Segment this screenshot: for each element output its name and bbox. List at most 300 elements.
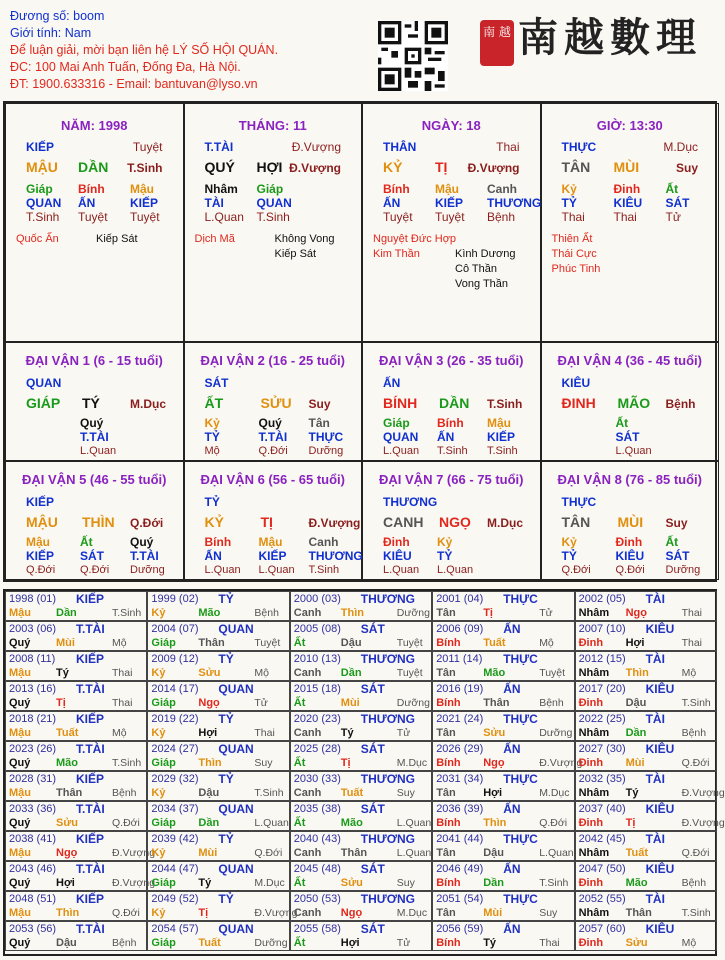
year-stage: L.Quan <box>396 847 432 859</box>
year-god: KIẾP <box>76 712 105 726</box>
year-cell <box>575 591 717 621</box>
year-god: THỰC <box>503 832 538 846</box>
year-stage: T.Sinh <box>254 787 284 799</box>
year-god: T.TÀI <box>76 682 105 696</box>
year-stage: Mộ <box>681 937 697 949</box>
year-cell <box>575 891 717 921</box>
year-stage: Q.Đới <box>254 847 283 859</box>
year-cell <box>432 711 574 741</box>
year-label: 1998 (01) <box>9 593 57 605</box>
dai-van-stage: M.Dục <box>130 397 166 411</box>
hidden-stem: Nhâm <box>204 182 238 196</box>
year-god: THƯƠNG <box>360 592 415 606</box>
hidden-stem: Mậu <box>258 535 283 549</box>
year-stage: Tuyệt <box>539 667 566 679</box>
year-label: 2048 (51) <box>9 893 57 905</box>
hidden-stage: L.Quan <box>204 564 241 576</box>
year-god: THỰC <box>503 652 538 666</box>
hidden-god: ẤN <box>78 196 96 210</box>
year-god: THỰC <box>503 892 538 906</box>
year-stem: Kỷ <box>151 847 166 859</box>
hidden-stem: Kỷ <box>561 182 577 196</box>
year-cell <box>147 741 289 771</box>
year-stage: Mộ <box>112 727 127 739</box>
hidden-stage: Q.Đới <box>561 564 591 576</box>
year-label: 2038 (41) <box>9 833 57 845</box>
year-god: T.TÀI <box>76 802 105 816</box>
dai-van-god: SÁT <box>204 376 229 390</box>
year-stem: Giáp <box>151 817 176 829</box>
year-stem: Canh <box>293 907 322 919</box>
year-stem: Mậu <box>9 907 31 919</box>
hidden-god: KIẾP <box>258 549 287 563</box>
year-branch: Dần <box>198 817 220 829</box>
annual-luck-table <box>3 589 725 956</box>
year-cell <box>147 711 289 741</box>
hidden-god: THƯƠNG <box>487 196 542 210</box>
year-cell <box>5 891 147 921</box>
dai-van-stage: T.Sinh <box>487 397 523 411</box>
hidden-god: TÀI <box>204 196 224 210</box>
year-label: 2018 (21) <box>9 713 57 725</box>
year-stem: Quý <box>9 637 31 649</box>
year-stem: Nhâm <box>578 787 610 799</box>
year-god: ẤN <box>503 922 521 936</box>
dai-van-stem: MẬU <box>26 514 58 530</box>
year-label: 2045 (48) <box>293 863 341 875</box>
year-branch: Thân <box>198 637 225 649</box>
year-stem: Mậu <box>9 847 31 859</box>
year-label: 2040 (43) <box>293 833 341 845</box>
year-branch: Mão <box>483 667 506 679</box>
dai-van-branch: NGỌ <box>439 514 471 530</box>
year-stem: Giáp <box>151 637 176 649</box>
gender: Giới tính: Nam <box>10 26 92 40</box>
year-stage: T.Sinh <box>112 607 142 619</box>
year-stem: Đinh <box>578 877 604 889</box>
year-label: 2030 (33) <box>293 773 341 785</box>
hidden-stem: Quý <box>80 416 104 430</box>
year-cell <box>432 681 574 711</box>
year-stem: Ất <box>293 817 306 829</box>
year-stem: Quý <box>9 817 31 829</box>
hidden-stem: Tân <box>308 416 330 430</box>
year-cell <box>575 711 717 741</box>
year-god: THƯƠNG <box>360 712 415 726</box>
year-stage: Bệnh <box>681 877 707 889</box>
year-stem: Tân <box>436 907 456 919</box>
year-cell <box>575 801 725 831</box>
year-stage: Tử <box>396 727 411 739</box>
hidden-god: T.TÀI <box>80 430 109 444</box>
year-label: 2027 (30) <box>578 743 626 755</box>
year-god: KIẾP <box>76 772 105 786</box>
year-cell <box>290 621 432 651</box>
year-stem: Đinh <box>578 937 604 949</box>
year-branch: Sửu <box>198 667 221 679</box>
year-cell <box>432 831 574 861</box>
year-stem: Quý <box>9 697 31 709</box>
year-stem: Quý <box>9 937 31 949</box>
hidden-stage: Tuyệt <box>130 210 160 224</box>
year-label: 2019 (22) <box>151 713 199 725</box>
pillar-top-god: KIẾP <box>26 140 55 154</box>
year-cell <box>290 921 432 951</box>
dai-van-god: QUAN <box>26 376 62 390</box>
year-stage: M.Dục <box>396 757 428 769</box>
dai-van-stem: KỶ <box>204 514 224 530</box>
year-god: T.TÀI <box>76 622 105 636</box>
pillar-branch: TỊ <box>435 159 448 175</box>
year-god: QUAN <box>218 682 254 696</box>
year-god: KIẾP <box>76 892 105 906</box>
year-cell <box>290 711 432 741</box>
year-cell <box>432 741 583 771</box>
year-branch: Dậu <box>625 697 647 709</box>
year-stage: Mộ <box>681 667 697 679</box>
year-stage: Suy <box>254 757 273 769</box>
year-stem: Bính <box>436 697 461 709</box>
hidden-god: TỶ <box>204 430 220 444</box>
year-branch: Hợi <box>340 937 360 949</box>
hidden-god: KIẾP <box>487 430 516 444</box>
hidden-stage: Tử <box>665 210 681 224</box>
year-branch: Mão <box>198 607 221 619</box>
hidden-stem: Canh <box>487 182 517 196</box>
year-branch: Sửu <box>625 937 648 949</box>
year-label: 2056 (59) <box>436 923 484 935</box>
hidden-god: KIẾP <box>130 196 159 210</box>
year-branch: Thìn <box>198 757 222 769</box>
year-god: ẤN <box>503 682 521 696</box>
dai-van-stage: Suy <box>308 397 331 411</box>
hidden-stem: Quý <box>258 416 282 430</box>
year-stage: Tử <box>539 607 553 619</box>
hidden-stage: Dưỡng <box>665 564 701 576</box>
year-stage: Dưỡng <box>396 607 430 619</box>
year-cell <box>575 831 717 861</box>
year-stage: Dưỡng <box>254 937 288 949</box>
year-stem: Quý <box>9 757 31 769</box>
shensha-item: Kình Dương <box>455 248 516 260</box>
hidden-stage: Mộ <box>204 445 220 457</box>
year-stage: Suy <box>539 907 558 919</box>
year-branch: Tuất <box>483 637 506 649</box>
year-stem: Giáp <box>151 697 176 709</box>
year-cell <box>290 891 432 921</box>
red-seal-logo: 南 越 <box>480 20 514 66</box>
hidden-stage: Q.Đới <box>258 445 288 457</box>
hidden-stem: Mậu <box>26 535 50 549</box>
year-cell <box>5 801 147 831</box>
pillar-cell <box>362 103 541 342</box>
year-label: 2026 (29) <box>436 743 484 755</box>
year-cell <box>5 681 147 711</box>
year-stem: Ất <box>293 757 306 769</box>
four-pillars-grid <box>3 101 717 582</box>
year-branch: Tý <box>56 667 69 679</box>
year-god: TÀI <box>645 832 665 846</box>
year-cell <box>432 801 574 831</box>
pillar-top-god: THỰC <box>561 140 597 154</box>
year-god: TÀI <box>645 772 665 786</box>
hidden-stem: Bính <box>437 416 464 430</box>
year-stem: Nhâm <box>578 667 610 679</box>
dai-van-god: KIÊU <box>561 376 591 390</box>
year-stage: Dưỡng <box>539 727 573 739</box>
year-label: 2012 (15) <box>578 653 626 665</box>
pillar-title: GIỜ: 13:30 <box>596 118 663 133</box>
year-stage: Đ.Vượng <box>254 907 298 919</box>
year-stage: T.Sinh <box>112 757 142 769</box>
year-cell <box>147 891 298 921</box>
year-stage: L.Quan <box>254 817 289 829</box>
year-cell <box>575 741 717 771</box>
year-branch: Ngọ <box>198 697 220 709</box>
year-god: ẤN <box>503 742 521 756</box>
hidden-stem: Quý <box>130 535 154 549</box>
dai-van-stem: ẤT <box>204 395 224 411</box>
year-god: ẤN <box>503 862 521 876</box>
year-branch: Thìn <box>340 607 365 619</box>
pillar-top-stage: M.Dục <box>663 140 698 154</box>
dai-van-god: TỶ <box>204 495 220 509</box>
year-label: 2007 (10) <box>578 623 626 635</box>
year-cell <box>5 591 147 621</box>
year-cell <box>575 621 717 651</box>
pillar-cell <box>5 103 184 342</box>
year-branch: Dần <box>340 667 362 679</box>
year-stage: Đ.Vượng <box>112 847 156 859</box>
year-god: QUAN <box>218 922 254 936</box>
year-cell <box>147 861 289 891</box>
year-god: KIÊU <box>645 622 675 636</box>
hidden-stem: Kỷ <box>437 535 453 549</box>
year-god: KIẾP <box>76 832 105 846</box>
year-stem: Ất <box>293 697 306 709</box>
year-branch: Tị <box>625 817 636 829</box>
dai-van-branch: MÙI <box>617 514 644 530</box>
year-stage: T.Sinh <box>681 697 711 709</box>
year-branch: Dậu <box>198 787 220 799</box>
hidden-god: QUAN <box>26 196 62 210</box>
year-stem: Kỷ <box>151 787 166 799</box>
hidden-stem: Đinh <box>383 535 410 549</box>
year-cell <box>147 591 289 621</box>
year-stage: Q.Đới <box>539 817 568 829</box>
year-stage: Bệnh <box>112 937 137 949</box>
hidden-stem: Đinh <box>615 535 643 549</box>
year-stem: Nhâm <box>578 727 610 739</box>
year-label: 2001 (04) <box>436 593 484 605</box>
year-god: TÀI <box>645 592 665 606</box>
owner-name: Đương số: boom <box>10 9 105 23</box>
qr-code-icon <box>378 21 448 91</box>
hidden-stage: Tuyệt <box>78 210 108 224</box>
year-cell <box>290 741 432 771</box>
year-stem: Kỷ <box>151 907 166 919</box>
pillar-cell <box>541 103 720 342</box>
year-cell <box>290 681 432 711</box>
header-info <box>10 8 278 93</box>
hidden-stage: Q.Đới <box>615 564 645 576</box>
year-stem: Mậu <box>9 787 31 799</box>
dai-van-stem: ĐINH <box>561 395 596 411</box>
year-stem: Kỷ <box>151 727 166 739</box>
pillar-stage: Suy <box>675 161 698 175</box>
hidden-stage: L.Quan <box>258 564 295 576</box>
year-label: 1999 (02) <box>151 593 199 605</box>
year-stem: Canh <box>293 727 322 739</box>
year-branch: Thân <box>483 697 510 709</box>
hidden-stage: T.Sinh <box>26 210 60 224</box>
year-stem: Tân <box>436 787 456 799</box>
year-label: 2032 (35) <box>578 773 626 785</box>
year-branch: Hợi <box>198 727 218 739</box>
year-branch: Hợi <box>56 877 75 889</box>
year-branch: Ngọ <box>340 907 363 919</box>
dai-van-title: ĐẠI VẬN 3 (26 - 35 tuổi) <box>379 353 524 368</box>
year-branch: Mão <box>340 817 363 829</box>
pillar-cell <box>184 103 363 342</box>
year-label: 2046 (49) <box>436 863 484 875</box>
year-branch: Tuất <box>198 937 221 949</box>
year-cell <box>147 681 289 711</box>
hidden-god: THỰC <box>308 430 344 444</box>
dai-van-cell <box>184 461 363 580</box>
year-branch: Tị <box>483 607 493 619</box>
year-god: THỰC <box>503 712 538 726</box>
dai-van-title: ĐẠI VẬN 5 (46 - 55 tuổi) <box>22 472 167 487</box>
year-branch: Tuất <box>340 787 364 799</box>
year-branch: Thân <box>340 847 368 859</box>
year-stage: Suy <box>396 877 415 889</box>
year-cell <box>432 891 574 921</box>
year-god: THƯƠNG <box>360 892 415 906</box>
year-stem: Đinh <box>578 637 604 649</box>
year-stage: Bệnh <box>254 607 279 619</box>
year-stage: L.Quan <box>396 817 432 829</box>
hidden-stage: Q.Đới <box>80 564 110 576</box>
year-cell <box>5 861 156 891</box>
year-god: TÀI <box>645 712 665 726</box>
year-god: ẤN <box>503 802 521 816</box>
hidden-god: ẤN <box>383 196 401 210</box>
year-cell <box>432 591 574 621</box>
year-god: TÀI <box>645 652 665 666</box>
year-label: 2028 (31) <box>9 773 57 785</box>
year-stem: Mậu <box>9 727 31 739</box>
dai-van-title: ĐẠI VẬN 1 (6 - 15 tuổi) <box>25 353 163 368</box>
year-stem: Bính <box>436 937 461 949</box>
dai-van-branch: TỊ <box>260 514 273 530</box>
pillar-top-stage: Đ.Vượng <box>291 140 341 154</box>
year-cell <box>147 831 289 861</box>
year-label: 2035 (38) <box>293 803 341 815</box>
year-stage: Thai <box>112 697 133 709</box>
pillar-title: NĂM: 1998 <box>61 118 128 133</box>
year-god: SÁT <box>360 922 385 936</box>
hidden-god: KIÊU <box>615 549 645 563</box>
year-stem: Tân <box>436 727 456 739</box>
year-label: 2057 (60) <box>578 923 626 935</box>
year-branch: Sửu <box>56 817 79 829</box>
year-cell <box>5 831 156 861</box>
dai-van-stage: Suy <box>665 516 688 530</box>
year-label: 2005 (08) <box>293 623 341 635</box>
year-cell <box>147 801 289 831</box>
year-branch: Tuất <box>56 727 79 739</box>
year-stage: Suy <box>396 787 415 799</box>
pillar-title: NGÀY: 18 <box>421 118 481 133</box>
year-god: SÁT <box>360 802 385 816</box>
year-branch: Tị <box>340 757 351 769</box>
year-stem: Nhâm <box>578 847 610 859</box>
year-stem: Nhâm <box>578 607 610 619</box>
dai-van-title: ĐẠI VẬN 4 (36 - 45 tuổi) <box>557 353 702 368</box>
year-cell <box>290 801 432 831</box>
year-branch: Hợi <box>625 637 645 649</box>
year-cell <box>432 651 574 681</box>
year-stem: Ất <box>293 937 306 949</box>
year-stage: Thai <box>539 937 560 949</box>
year-stem: Kỷ <box>151 607 166 619</box>
hidden-stage: L.Quan <box>615 445 652 457</box>
hidden-god: QUAN <box>256 196 292 210</box>
hidden-stem: Kỷ <box>204 416 220 430</box>
year-cell <box>290 591 432 621</box>
shensha-item: Thiên Ất <box>551 233 593 245</box>
shensha-item: Nguyệt Đức Hợp <box>373 233 457 245</box>
dai-van-title: ĐẠI VẬN 8 (76 - 85 tuổi) <box>557 472 702 487</box>
year-god: THỰC <box>503 772 538 786</box>
year-label: 2016 (19) <box>436 683 484 695</box>
year-stage: Q.Đới <box>112 817 140 829</box>
hidden-stem: Ất <box>665 182 679 196</box>
year-god: TỶ <box>218 652 234 666</box>
year-stage: Bệnh <box>681 727 707 739</box>
hidden-god: TỶ <box>437 549 453 563</box>
year-label: 2008 (11) <box>9 653 56 665</box>
year-label: 2052 (55) <box>578 893 626 905</box>
year-stage: Đ.Vượng <box>539 757 583 769</box>
dai-van-branch: SỬU <box>260 395 292 411</box>
year-label: 2014 (17) <box>151 683 199 695</box>
hidden-stage: Dưỡng <box>308 445 344 457</box>
hidden-stem: Mậu <box>487 416 511 430</box>
year-stem: Bính <box>436 817 461 829</box>
year-stem: Nhâm <box>578 907 610 919</box>
year-cell <box>5 651 147 681</box>
year-god: T.TÀI <box>76 742 105 756</box>
year-branch: Thìn <box>625 667 649 679</box>
dai-van-branch: THÌN <box>82 514 115 530</box>
dai-van-title: ĐẠI VẬN 2 (16 - 25 tuổi) <box>200 353 345 368</box>
year-god: ẤN <box>503 622 521 636</box>
year-god: KIẾP <box>76 652 105 666</box>
hidden-stage: L.Quan <box>437 564 474 576</box>
year-stem: Canh <box>293 607 322 619</box>
pillar-title: THÁNG: 11 <box>238 118 307 133</box>
year-stem: Ất <box>293 637 306 649</box>
year-god: QUAN <box>218 802 254 816</box>
dai-van-branch: DẦN <box>439 395 470 411</box>
year-god: SÁT <box>360 682 385 696</box>
year-label: 2003 (06) <box>9 623 57 635</box>
year-stage: Tuyệt <box>396 637 423 649</box>
shensha-item: Phúc Tinh <box>551 263 601 275</box>
hidden-stage: Q.Đới <box>26 564 56 576</box>
